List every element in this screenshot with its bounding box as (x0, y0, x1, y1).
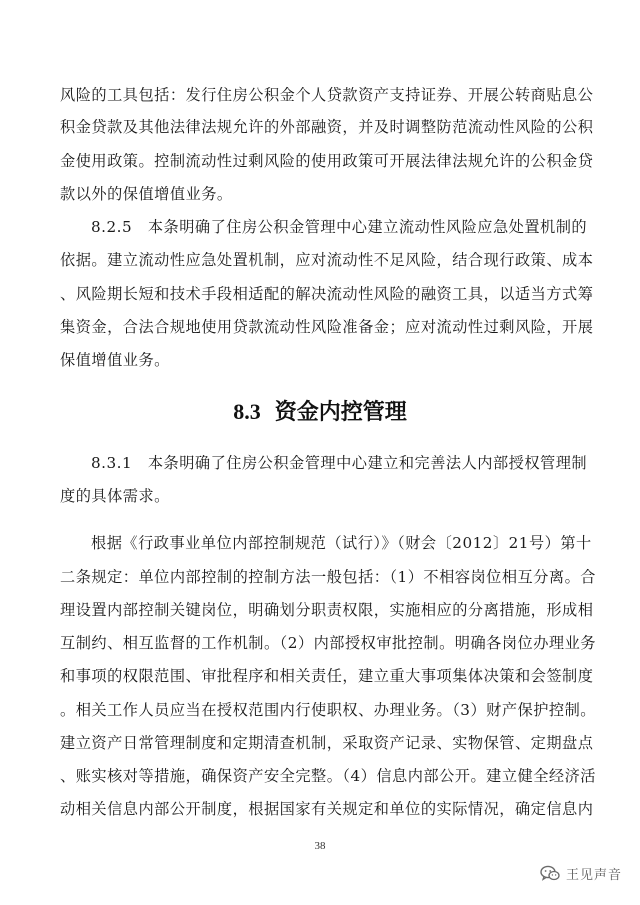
watermark (540, 864, 622, 883)
watermark-text: 王见声音 (565, 868, 622, 883)
section-title: 资金内控管理 (274, 399, 407, 425)
p3-line-2: 度的具体需求。 (60, 487, 170, 505)
section-heading (0, 392, 640, 432)
p4-line-1: 根据《行政事业单位内部控制规范（试行）》（财会〔2012〕21号）第十 (91, 534, 592, 552)
p3-line-1: 8.3.1 本条明确了住房公积金管理中心建立和完善法人内部授权管理制 (91, 454, 588, 472)
p4-line-2: 二条规定：单位内部控制的控制方法一般包括：（1）不相容岗位相互分离。合 (60, 568, 596, 586)
p2-line-2: 依据。建立流动性应急处置机制，应对流动性不足风险，结合现行政策、成本 (60, 251, 594, 269)
p1-line-4: 款以外的保值增值业务。 (60, 185, 233, 203)
p4-line-5: 和事项的权限范围、审批程序和相关责任，建立重大事项集体决策和会签制度 (60, 667, 594, 685)
p1-line-1: 风险的工具包括：发行住房公积金个人贷款资产支持证券、开展公转商贴息公 (60, 86, 594, 104)
p4-line-8: 、账实核对等措施，确保资产安全完整。（4）信息内部公开。建立健全经济活 (60, 767, 596, 785)
p4-line-4: 互制约、相互监督的工作机制。（2）内部授权审批控制。明确各岗位办理业务 (60, 634, 596, 652)
p2-line-3: 、风险期长短和技术手段相适配的解决流动性风险的融资工具，以适当方式筹 (60, 285, 594, 303)
section-number: 8.3 (233, 399, 261, 424)
wechat-icon (540, 865, 560, 882)
p4-line-7: 建立资产日常管理制度和定期清查机制，采取资产记录、实物保管、定期盘点 (60, 734, 594, 752)
p4-line-9: 动相关信息内部公开制度，根据国家有关规定和单位的实际情况，确定信息内 (60, 800, 594, 818)
page-number: 38 (314, 840, 326, 852)
p2-line-4: 集资金，合法合规地使用贷款流动性风险准备金；应对流动性过剩风险，开展 (60, 318, 594, 336)
p2-line-1: 8.2.5 本条明确了住房公积金管理中心建立流动性风险应急处置机制的 (91, 218, 588, 236)
p2-line-5: 保值增值业务。 (60, 351, 170, 369)
p1-line-2: 积金贷款及其他法律法规允许的外部融资，并及时调整防范流动性风险的公积 (60, 118, 594, 136)
p4-line-6: 。相关工作人员应当在授权范围内行使职权、办理业务。（3）财产保护控制。 (60, 701, 596, 719)
p1-line-3: 金使用政策。控制流动性过剩风险的使用政策可开展法律法规允许的公积金贷 (60, 152, 594, 170)
p4-line-3: 理设置内部控制关键岗位，明确划分职责权限，实施相应的分离措施，形成相 (60, 601, 594, 619)
